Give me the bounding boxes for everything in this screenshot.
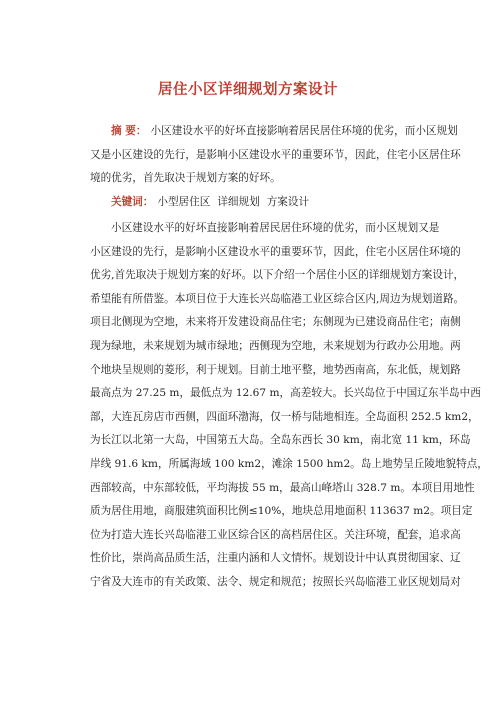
document-title: 居住小区详细规划方案设计 xyxy=(158,82,338,98)
abstract-section xyxy=(90,120,461,191)
abstract-line: 又是小区建设的先行，是影响小区建设水平的重要环节，因此，住宅小区居住环 xyxy=(90,148,461,161)
body-line: 最高点为 27.25 m，最低点为 12.67 m，高差较大。长兴岛位于中国辽东半岛中西 xyxy=(90,387,481,400)
keywords-label: 关键词： xyxy=(111,196,154,208)
keywords-section xyxy=(90,191,408,215)
body-line: 性价比，崇尚高品质生活，注重内涵和人文情怀。规划设计中认真贯彻国家、辽 xyxy=(90,552,461,565)
abstract-line: 境的优劣，首先取决于规划方案的好坏。 xyxy=(90,172,281,185)
keyword-item: 方案设计 xyxy=(266,196,310,208)
body-line: 希望能有所借鉴。本项目位于大连长兴岛临港工业区综合区内,周边为规划道路。 xyxy=(90,292,465,305)
body-line: 岸线 91.6 km，所属海域 100 km2，滩涂 1500 hm2。岛上地势呈丘陵地貌特点， xyxy=(90,457,488,470)
body-line: 质为居住用地，商服建筑面积比例≤10%，地块总用地面积 113637 m2。项目定 xyxy=(90,505,473,518)
body-line: 项目北侧现为空地，未来将开发建设商品住宅；东侧现为已建设商品住宅；南侧 xyxy=(90,316,461,329)
body-line: 现为绿地，未来规划为城市绿地；西侧现为空地，未来规划为行政办公用地。两 xyxy=(90,339,461,352)
body-line: 宁省及大连市的有关政策、法令、规定和规范；按照长兴岛临港工业区规划局对 xyxy=(90,575,461,588)
keyword-item: 详细规划 xyxy=(217,196,260,208)
body-line: 个地块呈规则的菱形，利于规划。目前土地平整，地势西南高，东北低，规划路 xyxy=(90,363,461,376)
body-line: 小区建设的先行，是影响小区建设水平的重要环节，因此，住宅小区居住环境的 xyxy=(90,245,461,258)
body-line: 小区建设水平的好坏直接影响着居民居住环境的优劣，而小区规划又是 xyxy=(111,222,440,234)
body-line: 为长江以北第一大岛，中国第五大岛。全岛东西长 30 km，南北宽 11 km，环岛 xyxy=(90,434,471,447)
body-line: 西部较高，中东部较低，平均海拔 55 m，最高山峰塔山 328.7 m。本项目用地性 xyxy=(90,481,475,494)
body-line: 部，大连瓦房店市西侧，四面环渤海，仅一桥与陆地相连。全岛面积 252.5 km2， xyxy=(90,410,479,423)
body-line: 优劣,首先取决于规划方案的好坏。以下介绍一个居住小区的详细规划方案设计， xyxy=(90,269,465,282)
abstract-line xyxy=(90,120,458,144)
body-line: 位为打造大连长兴岛临港工业区综合区的高档居住区。关注环境，配套，追求高 xyxy=(90,528,461,541)
abstract-text: 小区建设水平的好坏直接影响着居民居住环境的优劣，而小区规划 xyxy=(150,125,458,137)
keyword-item: 小型居住区 xyxy=(157,196,211,208)
keywords-line xyxy=(90,191,408,215)
body-paragraph xyxy=(90,217,488,595)
abstract-label: 摘 要： xyxy=(111,125,147,137)
